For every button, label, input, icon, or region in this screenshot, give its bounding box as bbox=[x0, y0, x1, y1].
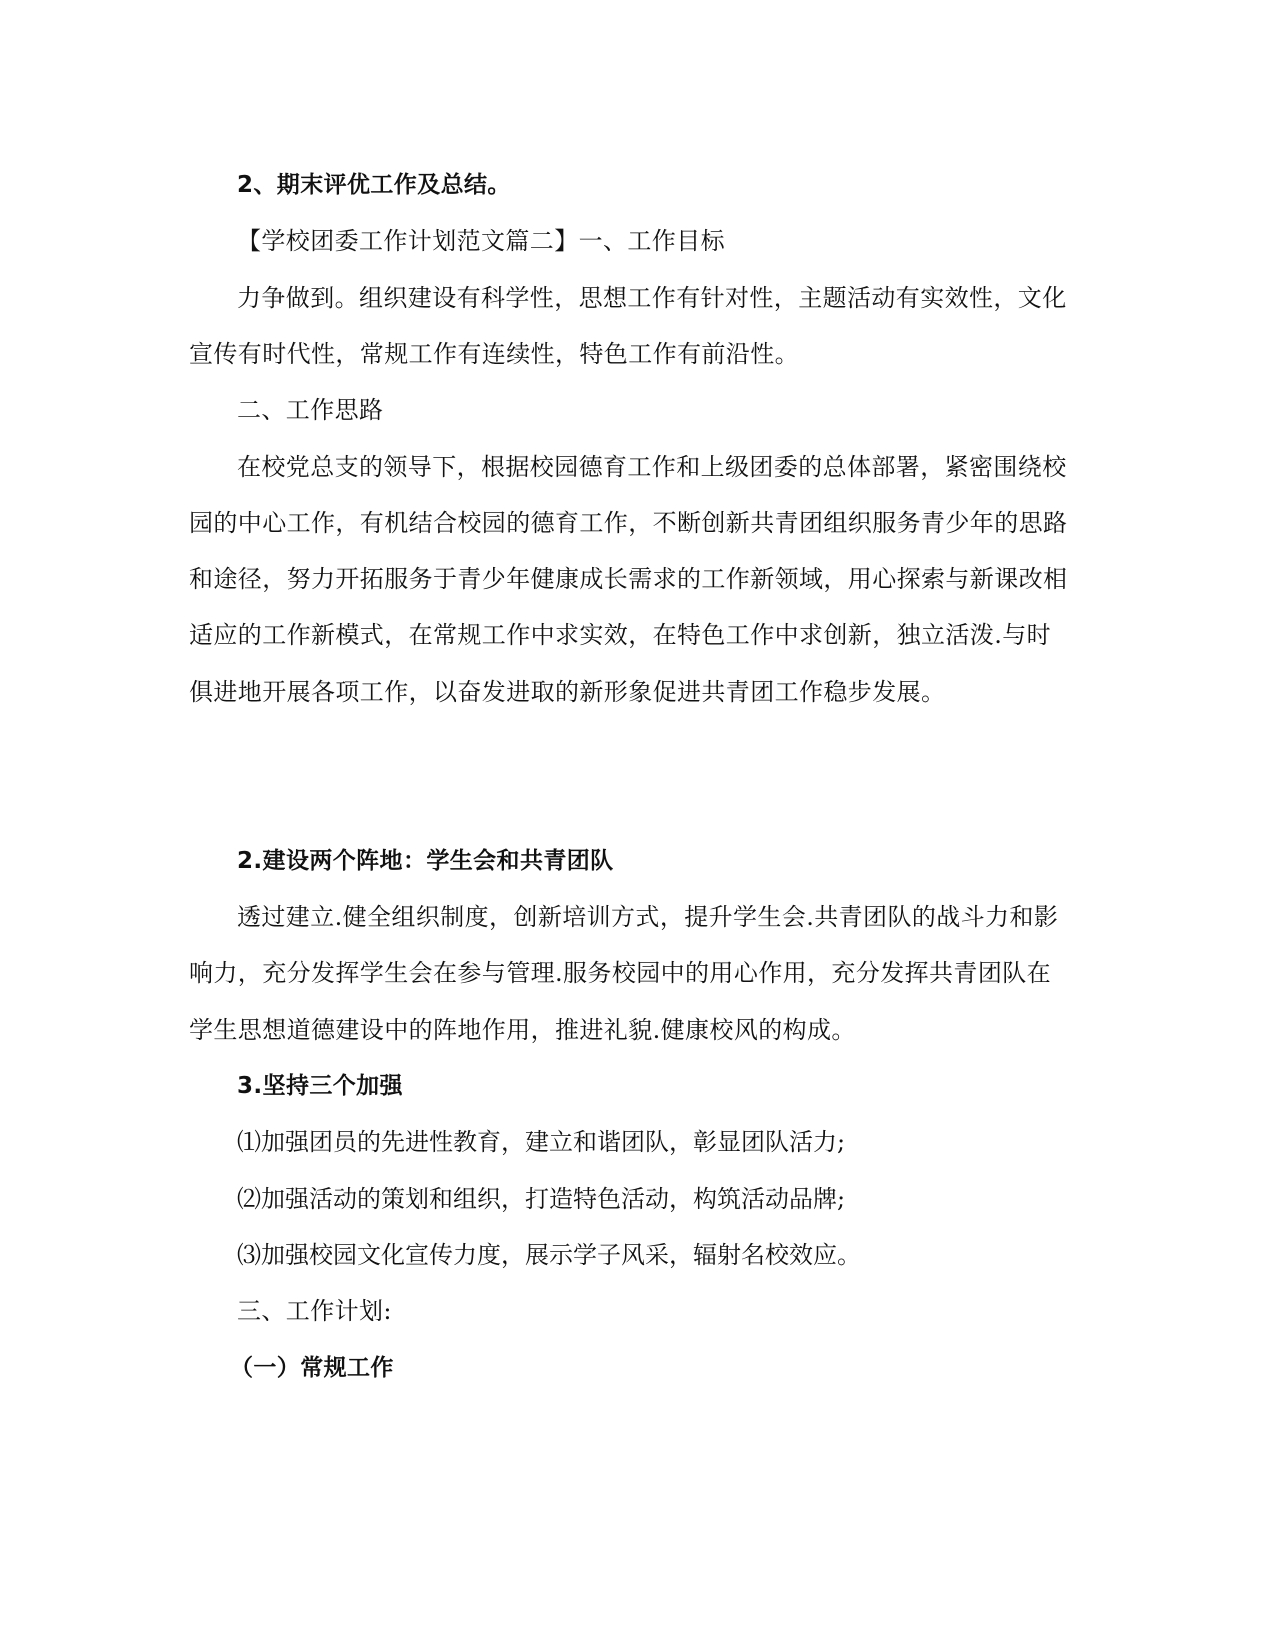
list-item-2: ⑵加强活动的策划和组织，打造特色活动，构筑活动品牌; bbox=[237, 1185, 846, 1213]
paragraph-ideas-line-2: 园的中心工作，有机结合校园的德育工作，不断创新共青团组织服务青少年的思路 bbox=[189, 509, 1068, 537]
heading-work-ideas: 二、工作思路 bbox=[237, 396, 384, 424]
heading-three-strengthens: 3.坚持三个加强 bbox=[237, 1073, 403, 1099]
paragraph-positions-line-3: 学生思想道德建设中的阵地作用，推进礼貌.健康校风的构成。 bbox=[189, 1016, 856, 1044]
paragraph-positions-line-2: 响力，充分发挥学生会在参与管理.服务校园中的用心作用，充分发挥共青团队在 bbox=[189, 959, 1052, 987]
paragraph-ideas-line-1: 在校党总支的领导下，根据校园德育工作和上级团委的总体部署，紧密围绕校 bbox=[237, 453, 1067, 481]
list-item-3: ⑶加强校园文化宣传力度，展示学子风采，辐射名校效应。 bbox=[237, 1241, 861, 1269]
heading-routine-work: （一）常规工作 bbox=[230, 1355, 394, 1381]
paragraph-positions-line-1: 透过建立.健全组织制度，创新培训方式，提升学生会.共青团队的战斗力和影 bbox=[237, 903, 1059, 931]
heading-two-positions: 2.建设两个阵地：学生会和共青团队 bbox=[237, 848, 614, 874]
heading-work-plan: 三、工作计划: bbox=[237, 1297, 392, 1325]
paragraph-goals-line-2: 宣传有时代性，常规工作有连续性，特色工作有前沿性。 bbox=[189, 340, 799, 368]
heading-year-end-evaluation: 2、期末评优工作及总结。 bbox=[237, 172, 511, 198]
paragraph-ideas-line-3: 和途径，努力开拓服务于青少年健康成长需求的工作新领域，用心探索与新课改相 bbox=[189, 565, 1068, 593]
paragraph-ideas-line-5: 俱进地开展各项工作，以奋发进取的新形象促进共青团工作稳步发展。 bbox=[189, 678, 946, 706]
section-title-sample-two: 【学校团委工作计划范文篇二】一、工作目标 bbox=[237, 227, 725, 255]
list-item-1: ⑴加强团员的先进性教育，建立和谐团队，彰显团队活力; bbox=[237, 1128, 846, 1156]
paragraph-goals-line-1: 力争做到。组织建设有科学性，思想工作有针对性，主题活动有实效性，文化 bbox=[237, 284, 1067, 312]
paragraph-ideas-line-4: 适应的工作新模式，在常规工作中求实效，在特色工作中求创新，独立活泼.与时 bbox=[189, 621, 1052, 649]
